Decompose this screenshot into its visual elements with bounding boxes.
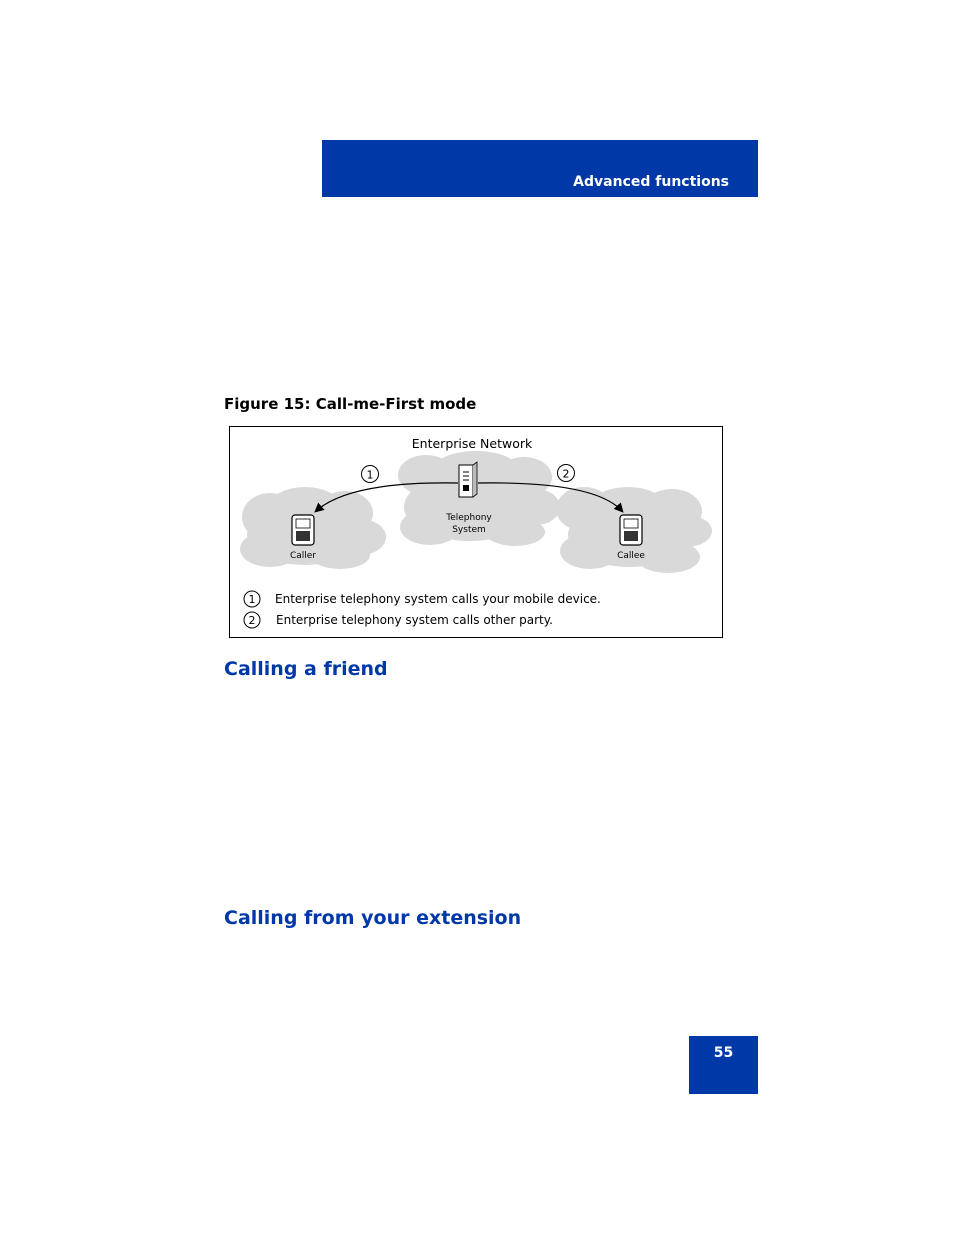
step-marker-1 xyxy=(362,466,379,483)
step-marker-2 xyxy=(558,465,575,482)
callee-label: Callee xyxy=(617,551,645,561)
legend-item-2 xyxy=(244,612,553,628)
section-heading-calling-from-extension: Calling from your extension xyxy=(224,907,522,929)
header-title: Advanced functions xyxy=(573,174,729,190)
server-label-line1: Telephony xyxy=(446,513,492,523)
call-me-first-diagram xyxy=(230,427,724,639)
step-marker-2-label: 2 xyxy=(562,467,570,481)
page-number-box xyxy=(689,1036,758,1094)
header-bar xyxy=(322,140,758,197)
legend-marker-1: 1 xyxy=(248,593,256,606)
page-number: 55 xyxy=(713,1045,734,1061)
callee-phone-icon xyxy=(620,515,642,545)
step-marker-1-label: 1 xyxy=(366,468,374,482)
server-label-line2: System xyxy=(452,525,486,535)
server-icon xyxy=(459,462,477,497)
caller-phone-icon xyxy=(292,515,314,545)
legend-item-1 xyxy=(244,591,601,607)
network-label: Enterprise Network xyxy=(411,436,533,451)
legend-text-1: Enterprise telephony system calls your mobile device. xyxy=(275,592,601,606)
figure-diagram xyxy=(229,426,723,638)
legend-marker-2: 2 xyxy=(248,614,256,627)
legend-text-2: Enterprise telephony system calls other party. xyxy=(276,613,553,627)
caller-label: Caller xyxy=(289,551,317,561)
figure-caption: Figure 15: Call-me-First mode xyxy=(224,395,477,413)
section-heading-calling-a-friend: Calling a friend xyxy=(224,658,388,680)
